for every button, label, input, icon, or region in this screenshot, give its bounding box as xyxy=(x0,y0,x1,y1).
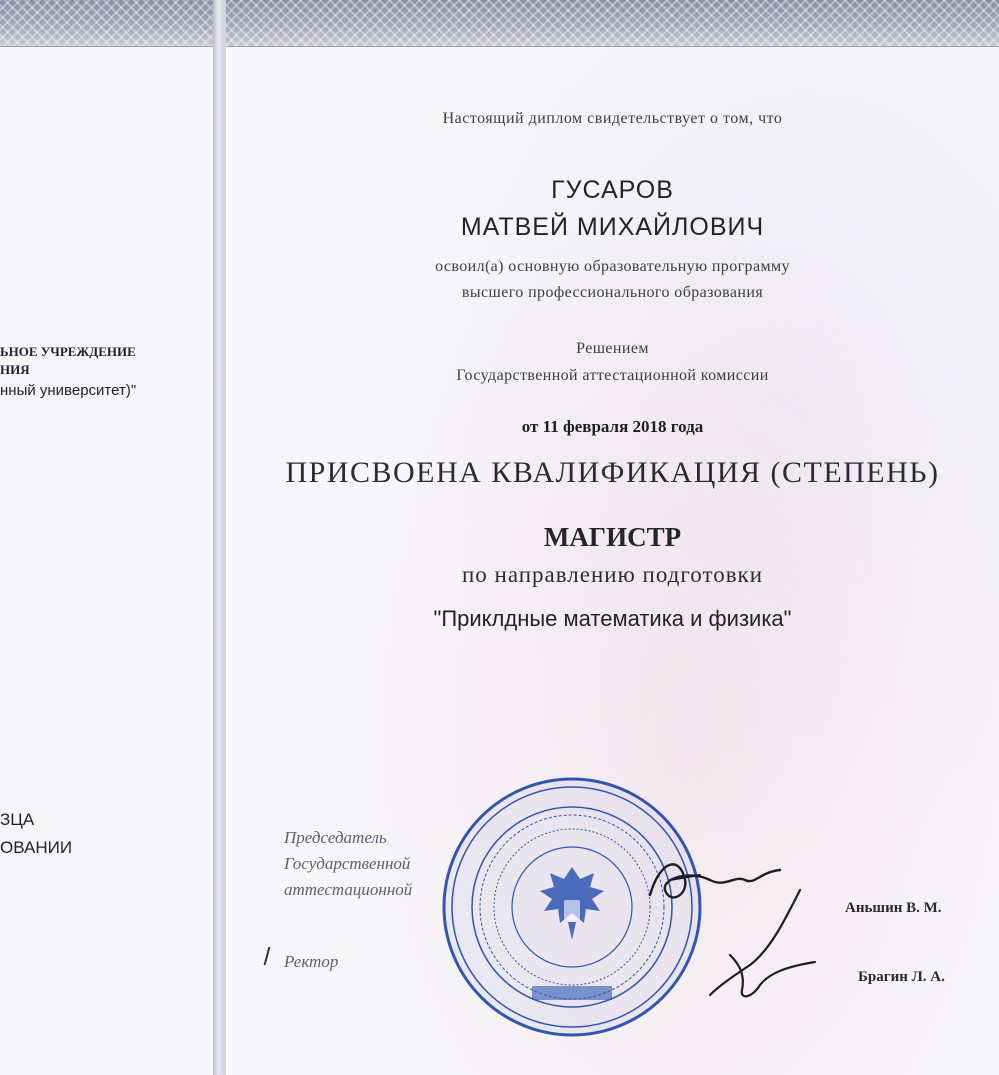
decision-line-2: Государственной аттестационной комиссии xyxy=(456,367,769,384)
program-mastered-line-1: освоил(а) основную образовательную программу xyxy=(435,258,790,275)
degree-title: МАГИСТР xyxy=(543,522,682,552)
book-spine xyxy=(213,0,226,1075)
left-sample-line-1: ЗЦА xyxy=(0,810,35,829)
left-institution-line-3: нный университет)" xyxy=(0,382,137,399)
left-sample-line-2: ОВАНИИ xyxy=(0,838,73,857)
decision-line-1: Решением xyxy=(576,340,649,357)
chair-label-line-2: Государственной xyxy=(284,854,411,873)
direction-text: по направлению подготовки xyxy=(461,562,764,587)
rector-label: Ректор xyxy=(284,952,339,971)
decision-date: от 11 февраля 2018 года xyxy=(521,417,704,436)
rector-signature-icon xyxy=(690,880,840,1010)
left-institution-line-2: НИЯ xyxy=(0,362,30,377)
chair-label-line-1: Председатель xyxy=(284,828,387,847)
graduate-given-names: МАТВЕЙ МИХАЙЛОВИЧ xyxy=(460,213,765,241)
diploma-intro: Настоящий диплом свидетельствует о том, что xyxy=(442,110,783,127)
chair-label-line-3: аттестационной xyxy=(284,880,413,899)
program-mastered-line-2: высшего профессионального образования xyxy=(461,284,764,301)
right-guilloche-band xyxy=(226,0,999,47)
qualification-heading: ПРИСВОЕНА КВАЛИФИКАЦИЯ (СТЕПЕНЬ) xyxy=(285,456,940,489)
rector-name: Брагин Л. А. xyxy=(858,969,945,985)
left-institution-line-1: ЬНОЕ УЧРЕЖДЕНИЕ xyxy=(0,344,136,359)
program-name: "Приклдные математика и физика" xyxy=(433,606,792,631)
left-page xyxy=(0,0,213,1075)
left-guilloche-band xyxy=(0,0,213,47)
graduate-surname: ГУСАРОВ xyxy=(551,176,674,204)
chair-name: Аньшин В. М. xyxy=(845,900,942,916)
